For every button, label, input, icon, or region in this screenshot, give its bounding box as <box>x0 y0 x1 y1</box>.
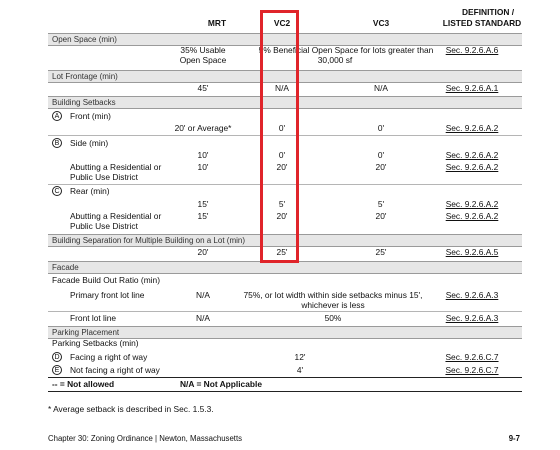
side-residential-label-line2: Public Use District <box>70 172 138 182</box>
parking-facing-label: Facing a right of way <box>70 352 148 362</box>
section-title: Lot Frontage (min) <box>52 72 118 81</box>
setback-front-ref[interactable]: Sec. 9.2.6.A.2 <box>445 123 499 133</box>
header-definition: DEFINITION / <box>461 7 515 17</box>
marker-d-icon: D <box>52 352 62 362</box>
legend-not-applicable: N/A = Not Applicable <box>180 379 262 389</box>
setback-front-mrt: 20' or Average* <box>174 123 232 133</box>
facade-primary-vc-line2: whichever is less <box>301 300 365 310</box>
facade-primary-ref[interactable]: Sec. 9.2.6.A.3 <box>445 290 499 300</box>
marker-b-icon: B <box>52 138 62 148</box>
setback-side-ref[interactable]: Sec. 9.2.6.A.2 <box>445 150 499 160</box>
side-residential-vc2: 20' <box>276 162 288 172</box>
facade-front-mrt: N/A <box>196 313 210 323</box>
facade-front-label: Front lot line <box>70 313 117 323</box>
vc2-highlight-box <box>260 10 299 263</box>
footer-page-number: 9-7 <box>508 434 520 443</box>
section-title: Parking Placement <box>52 328 120 337</box>
facade-primary-label: Primary front lot line <box>70 290 145 300</box>
setback-front-vc2: 0' <box>278 123 286 133</box>
parking-subtitle: Parking Setbacks (min) <box>52 338 139 348</box>
separation-vc2: 25' <box>276 247 288 257</box>
header-mrt: MRT <box>207 18 227 28</box>
separation-vc3: 25' <box>375 247 387 257</box>
setback-side-vc3: 0' <box>377 150 385 160</box>
footer-chapter: Chapter 30: Zoning Ordinance | Newton, Massachusetts <box>48 434 243 443</box>
section-title: Open Space (min) <box>52 35 117 44</box>
rear-residential-vc3: 20' <box>375 211 387 221</box>
legend-bottom-rule <box>48 391 522 392</box>
facade-front-ref[interactable]: Sec. 9.2.6.A.3 <box>445 313 499 323</box>
facade-front-vc: 50% <box>324 313 342 323</box>
lot-frontage-mrt: 45' <box>197 83 209 93</box>
marker-e-icon: E <box>52 365 62 375</box>
setback-rear-vc2: 5' <box>278 199 286 209</box>
facade-primary-vc-line1: 75%, or lot width within side setbacks minus 15', <box>243 290 423 300</box>
header-vc2: VC2 <box>273 18 291 28</box>
open-space-mrt-line1: 35% Usable <box>180 45 226 55</box>
header-vc3: VC3 <box>372 18 390 28</box>
facade-primary-mrt: N/A <box>196 290 210 300</box>
setback-rear-ref[interactable]: Sec. 9.2.6.A.2 <box>445 199 499 209</box>
side-residential-mrt: 10' <box>197 162 209 172</box>
setback-side-label: Side (min) <box>70 138 109 148</box>
setback-rear-mrt: 15' <box>197 199 209 209</box>
setback-front-vc3: 0' <box>377 123 385 133</box>
setback-side-vc2: 0' <box>278 150 286 160</box>
section-title: Building Separation for Multiple Building on a Lot (min) <box>52 236 245 245</box>
marker-c-icon: C <box>52 186 62 196</box>
lot-frontage-vc3: N/A <box>374 83 388 93</box>
parking-not-facing-value: 4' <box>296 365 304 375</box>
open-space-vc-line2: 30,000 sf <box>317 55 353 65</box>
open-space-mrt-line2: Open Space <box>179 55 227 65</box>
parking-not-facing-ref[interactable]: Sec. 9.2.6.C.7 <box>445 365 499 375</box>
side-residential-label-line1: Abutting a Residential or <box>70 162 162 172</box>
row-divider <box>48 311 522 312</box>
rear-residential-ref[interactable]: Sec. 9.2.6.A.2 <box>445 211 499 221</box>
rear-residential-vc2: 20' <box>276 211 288 221</box>
setback-rear-vc3: 5' <box>377 199 385 209</box>
rear-residential-label-line2: Public Use District <box>70 221 138 231</box>
parking-facing-ref[interactable]: Sec. 9.2.6.C.7 <box>445 352 499 362</box>
header-listed-standard: LISTED STANDARD <box>442 18 522 28</box>
legend-not-allowed: -- = Not allowed <box>52 379 115 389</box>
rear-residential-label-line1: Abutting a Residential or <box>70 211 162 221</box>
separation-mrt: 20' <box>197 247 209 257</box>
side-residential-ref[interactable]: Sec. 9.2.6.A.2 <box>445 162 499 172</box>
lot-frontage-ref[interactable]: Sec. 9.2.6.A.1 <box>445 83 499 93</box>
separation-ref[interactable]: Sec. 9.2.6.A.5 <box>445 247 499 257</box>
open-space-vc-line1: 5% Beneficial Open Space for lots greater than <box>258 45 434 55</box>
setback-side-mrt: 10' <box>197 150 209 160</box>
footnote: * Average setback is described in Sec. 1.5.3. <box>48 404 214 414</box>
parking-not-facing-label: Not facing a right of way <box>70 365 160 375</box>
section-title: Facade <box>52 263 79 272</box>
section-title: Building Setbacks <box>52 98 116 107</box>
side-residential-vc3: 20' <box>375 162 387 172</box>
setback-rear-label: Rear (min) <box>70 186 110 196</box>
parking-facing-value: 12' <box>294 352 306 362</box>
open-space-ref[interactable]: Sec. 9.2.6.A.6 <box>445 45 499 55</box>
rear-residential-mrt: 15' <box>197 211 209 221</box>
marker-a-icon: A <box>52 111 62 121</box>
setback-front-label: Front (min) <box>70 111 111 121</box>
lot-frontage-vc2: N/A <box>275 83 289 93</box>
table-bottom-rule <box>48 377 522 378</box>
facade-subtitle: Facade Build Out Ratio (min) <box>52 275 160 285</box>
